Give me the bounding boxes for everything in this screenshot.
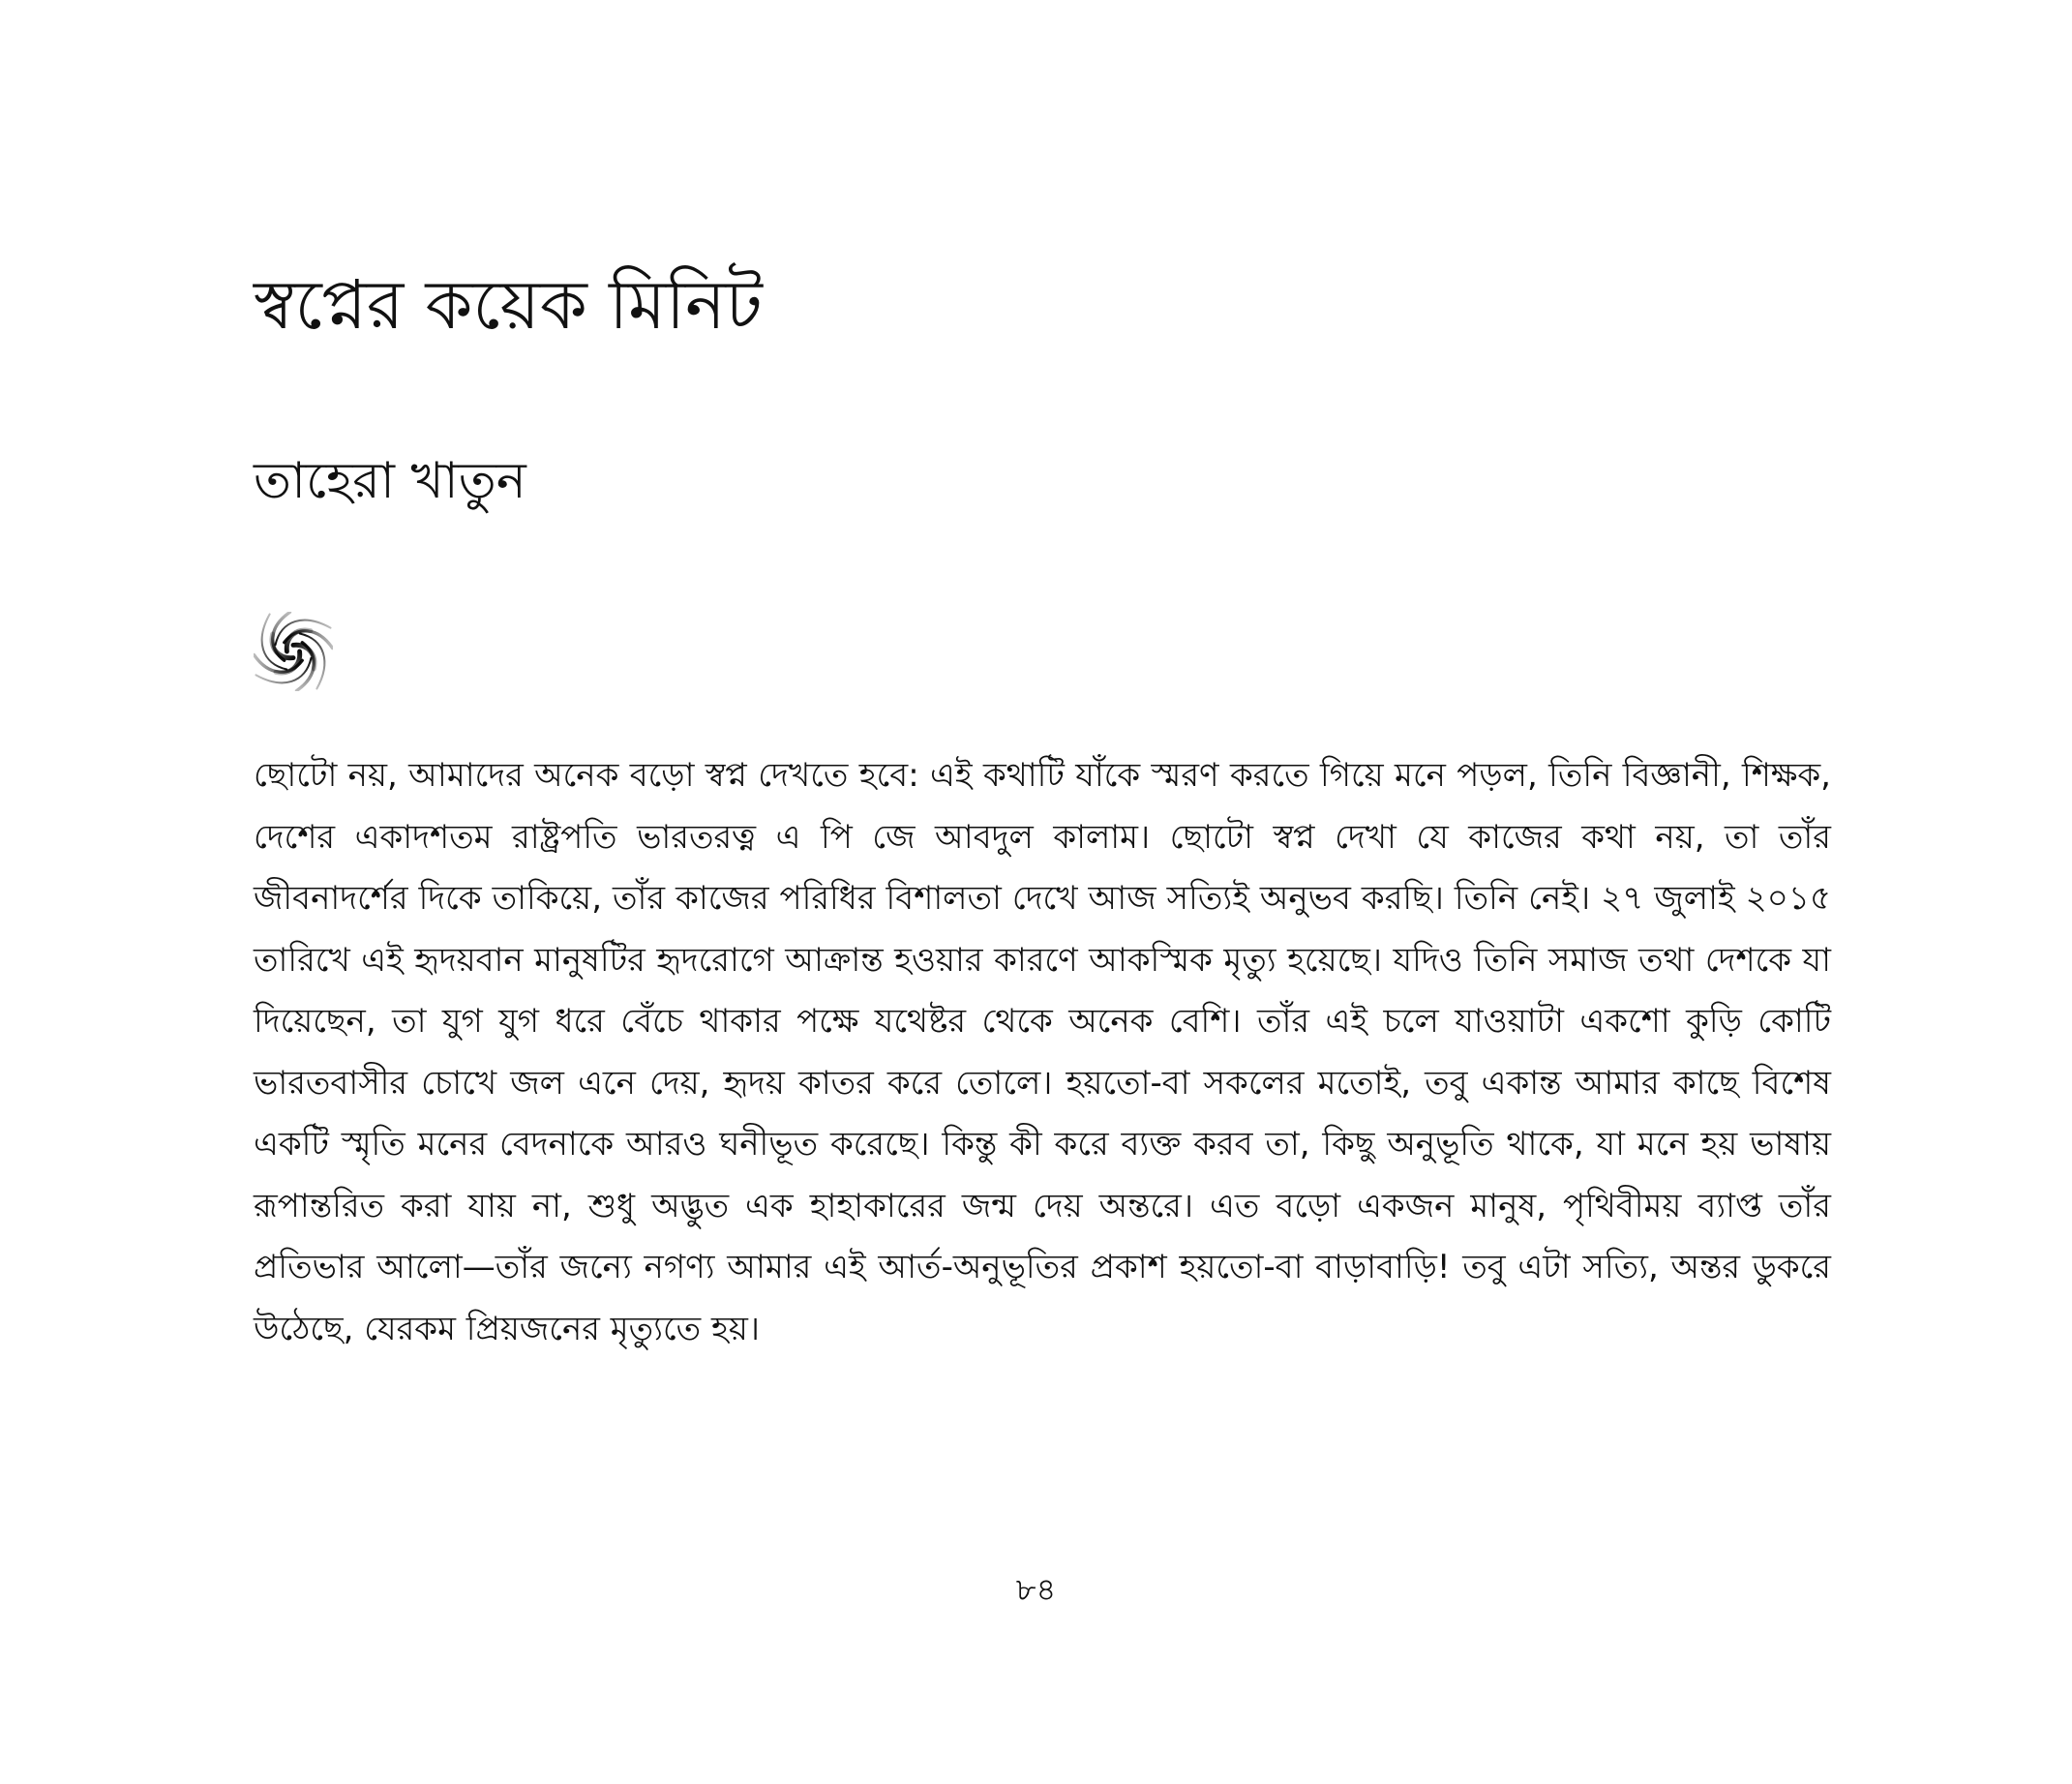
chapter-title: স্বপ্নের কয়েক মিনিট bbox=[254, 265, 763, 345]
page-number: ৮৪ bbox=[1015, 1571, 1057, 1608]
body-paragraph: ছোটো নয়, আমাদের অনেক বড়ো স্বপ্ন দেখতে হবে: এই কথাটি যাঁকে স্মরণ করতে গিয়ে মনে পড়ল, তিনি বিজ্ঞানী, শিক্ষক, দেশের একাদশতম রাষ্ট্রপতি ভারতরত্ন এ পি জে আবদুল কালাম। ছোটো স্বপ্ন দেখা যে কাজের কথা নয়, তা তাঁর জীবনাদর্শের দিকে তাকিয়ে, তাঁর কাজের পরিধির বিশালতা দেখে আজ সত্যিই অনুভব করছি। তিনি নেই। ২৭ জুলাই ২০১৫ তারিখে এই হৃদয়বান মানুষটির হৃদরোগে আক্রান্ত হওয়ার কারণে আকস্মিক মৃত্যু হয়েছে। যদিও তিনি সমাজ তথা দেশকে যা দিয়েছেন, তা যুগ যুগ ধরে বেঁচে থাকার পক্ষে যথেষ্টর থেকে অনেক বেশি। তাঁর এই চলে যাওয়াটা একশো কুড়ি কোটি ভারতবাসীর চোখে জল এনে দেয়, হৃদয় কাতর করে তোলে। হয়তো-বা সকলের মতোই, তবু একান্ত আমার কাছে বিশেষ একটি স্মৃতি মনের বেদনাকে আরও ঘনীভূত করেছে। কিন্তু কী করে ব্যক্ত করব তা, কিছু অনুভূতি থাকে, যা মনে হয় ভাষায় রূপান্তরিত করা যায় না, শুধু অদ্ভুত এক হাহাকারের জন্ম দেয় অন্তরে। এত বড়ো একজন মানুষ, পৃথিবীময় ব্যাপ্ত তাঁর প্রতিভার আলো—তাঁর জন্যে নগণ্য আমার এই আর্ত-অনুভূতির প্রকাশ হয়তো-বা বাড়াবাড়ি! তবু এটা সত্যি, অন্তর ডুকরে উঠেছে, যেরকম প্রিয়জনের মৃত্যুতে হয়। bbox=[254, 756, 1831, 1348]
author-name: তাহেরা খাতুন bbox=[254, 452, 526, 510]
swirl-ornament-icon bbox=[254, 612, 333, 691]
